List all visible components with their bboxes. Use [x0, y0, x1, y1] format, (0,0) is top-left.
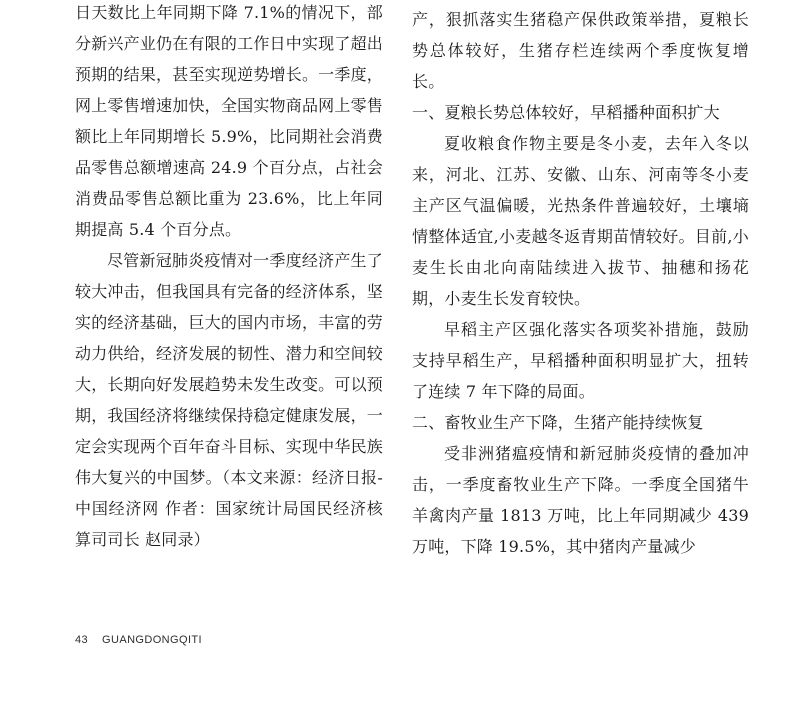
section-heading-livestock: 二、畜牧业生产下降，生猪产能持续恢复 [412, 413, 704, 432]
left-text-column [75, 0, 383, 555]
section-heading-summer-grain: 一、夏粮长势总体较好，早稻播种面积扩大 [412, 103, 720, 122]
paragraph-livestock-output: 受非洲猪瘟疫情和新冠肺炎疫情的叠加冲击，一季度畜牧业生产下降。一季度全国猪牛羊禽肉产量 1813 万吨，比上年同期减少 439 万吨，下降 19.5%，其中猪肉产量减少 [412, 444, 749, 556]
paragraph-winter-wheat: 夏收粮食作物主要是冬小麦，去年入冬以来，河北、江苏、安徽、山东、河南等冬小麦主产区气温偏暖，光热条件普遍较好，土壤墒情整体适宜,小麦越冬返青期苗情较好。目前,小麦生长由北向南陆续进入拔节、抽穗和扬花期，小麦生长发育较快。 [412, 134, 749, 308]
paragraph-retail-growth: 日天数比上年同期下降 7.1%的情况下，部分新兴产业仍在有限的工作日中实现了超出预期的结果，甚至实现逆势增长。一季度，网上零售增速加快，全国实物商品网上零售额比上年同期增长 5.9%，比同期社会消费品零售总额增速高 24.9 个百分点，占社会消费品零售总额比重为 23.6%，比上年同期提高 5.4 个百分点。 [75, 3, 383, 239]
journal-code: GUANGDONGQITI [102, 634, 202, 646]
paragraph-economy-outlook: 尽管新冠肺炎疫情对一季度经济产生了较大冲击，但我国具有完备的经济体系，坚实的经济基础，巨大的国内市场，丰富的劳动力供给，经济发展的韧性、潜力和空间较大，长期向好发展趋势未发生改变。可以预期，我国经济将继续保持稳定健康发展，一定会实现两个百年奋斗目标、实现中华民族伟大复兴的中国梦。（本文来源：经济日报-中国经济网 作者：国家统计局国民经济核算司司长 赵同录） [75, 251, 383, 549]
paragraph-policy-intro: 产，狠抓落实生猪稳产保供政策举措，夏粮长势总体较好，生猪存栏连续两个季度恢复增长。 [412, 10, 749, 91]
paragraph-early-rice: 早稻主产区强化落实各项奖补措施，鼓励支持早稻生产，早稻播种面积明显扩大，扭转了连续 7 年下降的局面。 [412, 320, 749, 401]
page-footer [75, 634, 202, 646]
right-text-column [412, 4, 749, 562]
page-number: 43 [75, 634, 89, 646]
